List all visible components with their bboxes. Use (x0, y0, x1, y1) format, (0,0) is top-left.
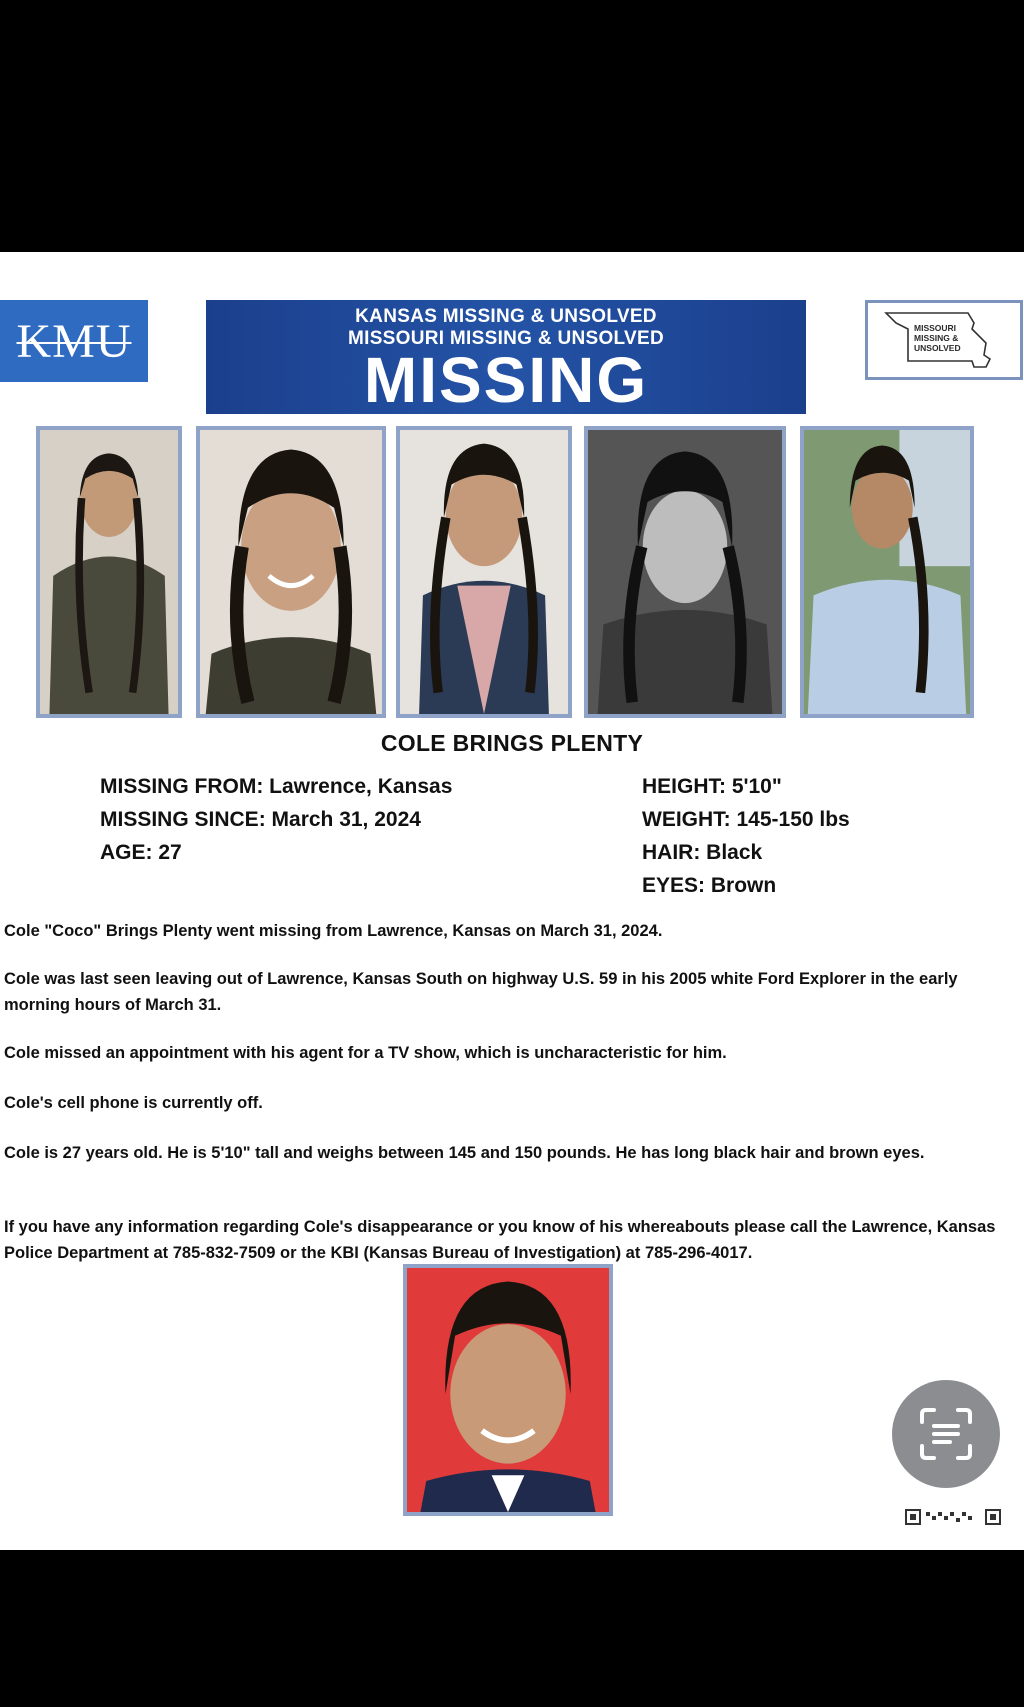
missouri-missing-logo (865, 300, 1023, 380)
photo-3 (396, 426, 572, 718)
description-paragraph: Cole was last seen leaving out of Lawrence, Kansas South on highway U.S. 59 in his 2005 white Ford Explorer in the early morning hours of March 31. (4, 970, 958, 1014)
photo-4 (584, 426, 786, 718)
stats-right (642, 770, 850, 902)
missouri-logo-text (914, 323, 961, 353)
hair: HAIR: Black (642, 841, 763, 864)
description-paragraph: Cole is 27 years old. He is 5'10" tall and weighs between 145 and 150 pounds. He has long black hair and brown eyes. (4, 1144, 925, 1162)
banner-line-kansas: KANSAS MISSING & UNSOLVED (355, 306, 657, 327)
photo-5 (800, 426, 974, 718)
qr-code-icon (904, 1506, 1014, 1531)
scan-text-icon (916, 1404, 976, 1464)
description-paragraph: Cole "Coco" Brings Plenty went missing from Lawrence, Kansas on March 31, 2024. (4, 922, 663, 940)
banner-title: MISSING (363, 344, 649, 416)
weight: WEIGHT: 145-150 lbs (642, 808, 850, 831)
person-photo-icon (200, 430, 382, 714)
scan-text-button[interactable] (892, 1380, 1000, 1488)
person-photo-icon (588, 430, 782, 714)
missing-from: MISSING FROM: Lawrence, Kansas (100, 775, 453, 798)
person-name: COLE BRINGS PLENTY (380, 730, 644, 756)
description-paragraph: If you have any information regarding Cole's disappearance or you know of his whereabouts please call the Lawrence, Kansas Police Department at 785-832-7509 or the KBI (Kansas Bureau of Investigation) at 785-296-4017. (4, 1218, 996, 1262)
person-photo-icon (400, 430, 568, 714)
person-photo-icon (40, 430, 178, 714)
missouri-logo-line: MISSOURI (914, 323, 957, 333)
description-paragraph: Cole's cell phone is currently off. (4, 1094, 263, 1112)
person-photo-icon (804, 430, 970, 714)
missouri-logo-line: MISSING & (914, 333, 959, 343)
banner-line-missouri: MISSOURI MISSING & UNSOLVED (348, 328, 664, 349)
kmu-logo (0, 300, 148, 382)
stats-left (100, 770, 452, 869)
missing-banner (206, 300, 806, 414)
portrait-photo (403, 1264, 613, 1516)
kmu-logo-text: KMU (16, 314, 132, 368)
photo-1 (36, 426, 182, 718)
eyes: EYES: Brown (642, 874, 777, 897)
person-photo-icon (407, 1268, 609, 1512)
missing-since: MISSING SINCE: March 31, 2024 (100, 808, 421, 831)
description-paragraph: Cole missed an appointment with his agent for a TV show, which is uncharacteristic for him. (4, 1044, 727, 1062)
age: AGE: 27 (100, 841, 182, 864)
photo-2 (196, 426, 386, 718)
height: HEIGHT: 5'10" (642, 775, 782, 798)
missing-poster (0, 252, 1024, 1550)
missouri-logo-line: UNSOLVED (914, 343, 961, 353)
